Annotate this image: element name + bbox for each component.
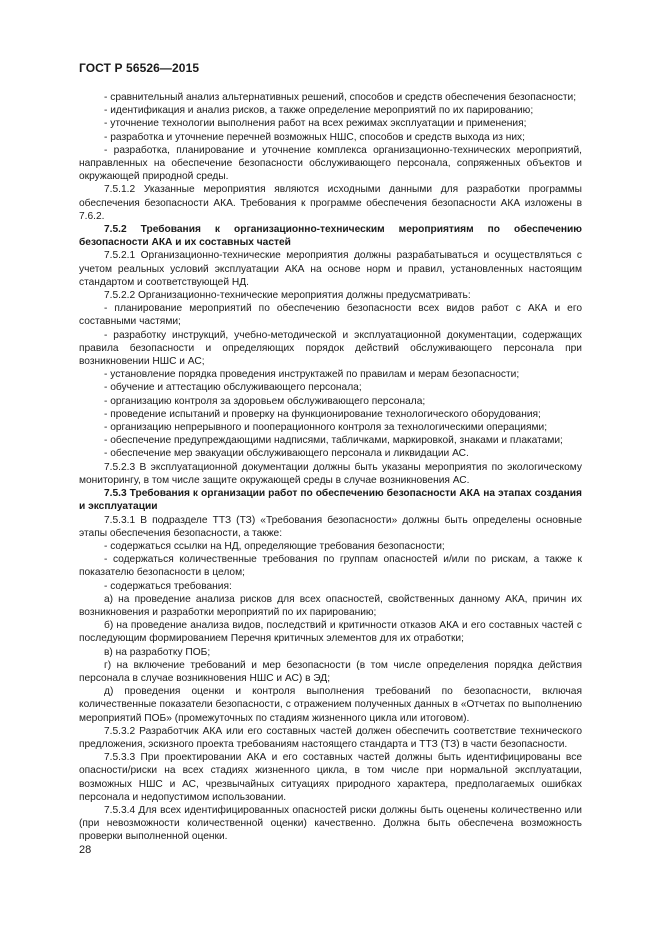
paragraph: - организацию непрерывного и пооперационного контроля за технологическими операциями; (104, 422, 548, 434)
document-header: ГОСТ Р 56526—2015 (79, 61, 200, 75)
paragraph: 7.5.3.1 В подразделе ТТЗ (ТЗ) «Требования безопасности» должны быть определены основные этапы обеспечения безопасности, а также: (79, 514, 582, 539)
paragraph: - идентификация и анализ рисков, а также определение мероприятий по их парированию; (104, 105, 534, 117)
page-number: 28 (79, 844, 92, 856)
paragraph: - содержаться количественные требования по группам опасностей и/или по рискам, а также к показателю безопасности в целом; (79, 554, 582, 579)
paragraph: - содержаться ссылки на НД, определяющие требования безопасности; (104, 540, 445, 552)
paragraph: - обеспечение мер эвакуации обслуживающего персонала и ликвидации АС. (104, 448, 469, 460)
paragraph: 7.5.3.2 Разработчик АКА или его составных частей должен обеспечить соответствие технического предложения, эскизного проекта требованиям настоящего стандарта и ТТЗ (ТЗ) в части безопасности. (79, 725, 582, 750)
paragraph: - разработка, планирование и уточнение комплекса организационно-технических мероприятий, направленных на обеспечение безопасности обслуживающего персонала, сопряженных объектов и окружающей природной среды. (79, 144, 582, 183)
paragraph: - разработку инструкций, учебно-методической и эксплуатационной документации, содержащих правила безопасности и определяющих порядок действий обслуживающего персонала при возникновении НШС и АС; (79, 329, 582, 368)
paragraph: 7.5.2.1 Организационно-технические мероприятия должны разрабатываться и осуществляться с учетом реальных условий эксплуатации АКА на основе норм и правил, установленных настоящим стандартом и соответствующей НД. (79, 250, 582, 288)
paragraph: - обучение и аттестацию обслуживающего персонала; (104, 382, 362, 394)
paragraph: б) на проведение анализа видов, последствий и критичности отказов АКА и его составных частей с последующим формированием Перечня критичных элементов для их отработки; (79, 620, 582, 645)
section-heading: 7.5.2 Требования к организационно-техническим мероприятиям по обеспечению безопасности АКА и их составных частей (79, 224, 582, 249)
paragraph: в) на разработку ПОБ; (104, 646, 211, 658)
paragraph: 7.5.3.3 При проектировании АКА и его составных частей должны быть идентифицированы все опасности/риски на всех стадиях жизненного цикла, в том числе при нормальной эксплуатации, возможных НШС и АС, чрезвычайных ситуациях природного характера, предполагаемых ошибках персонала и недопустимом использовании. (79, 752, 582, 803)
paragraph: - организацию контроля за здоровьем обслуживающего персонала; (104, 395, 426, 407)
paragraph: - разработка и уточнение перечней возможных НШС, способов и средств выхода из них; (104, 131, 525, 143)
paragraph: - уточнение технологии выполнения работ на всех режимах эксплуатации и применения; (104, 118, 527, 130)
paragraph: 7.5.2.3 В эксплуатационной документации должны быть указаны мероприятия по экологическому мониторингу, в том числе защите окружающей среды в случае возникновения АС. (79, 461, 582, 486)
paragraph: г) на включение требований и мер безопасности (в том числе определения порядка действия персонала в случае возникновения НШС и АС) в ЭД; (79, 659, 582, 684)
paragraph: а) на проведение анализа рисков для всех опасностей, свойственных данному АКА, причин их возникновения и разработки мероприятий по их парированию; (79, 593, 582, 618)
document-body (79, 91, 582, 844)
paragraph: - обеспечение предупреждающими надписями, табличками, маркировкой, знаками и плакатами; (104, 435, 563, 447)
paragraph: 7.5.3.4 Для всех идентифицированных опасностей риски должны быть оценены количественно или (при невозможности количественной оценки) качественно. Должна быть обеспечена возможность проверки выполненной оценки. (79, 804, 582, 843)
paragraph: - установление порядка проведения инструктажей по правилам и мерам безопасности; (104, 369, 520, 381)
section-heading: 7.5.3 Требования к организации работ по обеспечению безопасности АКА на этапах создания и эксплуатации (79, 488, 582, 513)
paragraph: д) проведения оценки и контроля выполнения требований по безопасности, включая количественные показатели безопасности, с отражением полученных данных в «Отчетах по выполнению мероприятий ПОБ» (промежуточных по стадиям жизненного цикла или итоговом). (79, 686, 582, 724)
paragraph: - сравнительный анализ альтернативных решений, способов и средств обеспечения безопасности; (104, 92, 577, 103)
paragraph: 7.5.2.2 Организационно-технические мероприятия должны предусматривать: (104, 290, 471, 302)
paragraph: 7.5.1.2 Указанные мероприятия являются исходными данными для разработки программы обеспечения безопасности АКА. Требования к программе обеспечения безопасности АКА изложены в 7.6.2. (79, 184, 582, 222)
paragraph: - проведение испытаний и проверку на функционирование технологического оборудования; (104, 408, 541, 420)
paragraph: - планирование мероприятий по обеспечению безопасности всех видов работ с АКА и его составными частями; (79, 303, 582, 328)
paragraph: - содержаться требования: (104, 580, 232, 592)
